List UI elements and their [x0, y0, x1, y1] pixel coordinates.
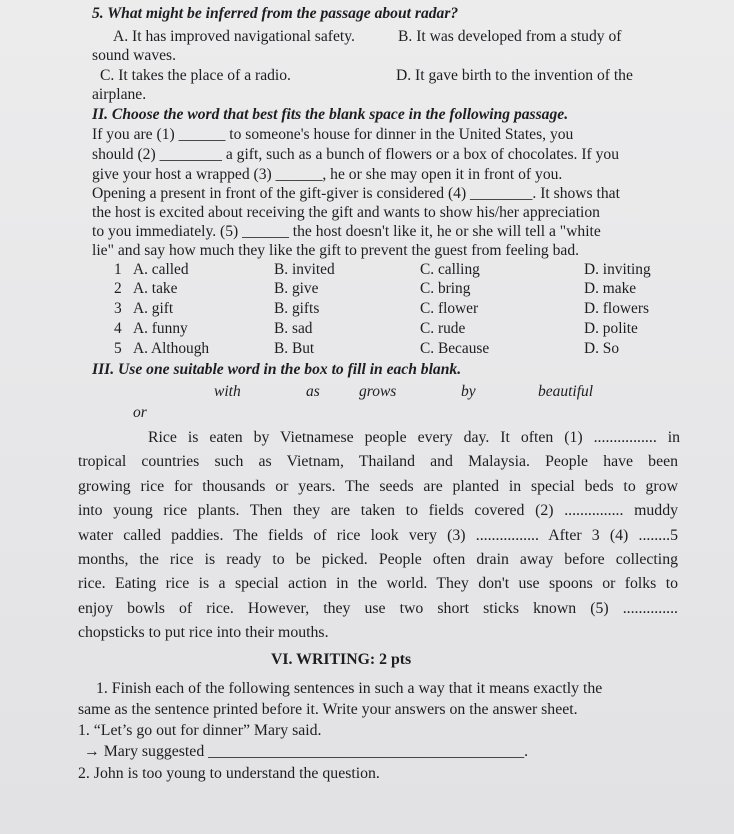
- section2-passage-line-4: Opening a present in front of the gift-giver is considered (4) ________. It shows that: [92, 185, 620, 202]
- option-d: D. polite: [584, 320, 638, 337]
- writing-item-1: 1. “Let’s go out for dinner” Mary said.: [78, 722, 322, 739]
- option-row-number: 4: [114, 320, 122, 337]
- option-a: A. Although: [133, 340, 210, 357]
- section3-heading: III. Use one suitable word in the box to fill in each blank.: [92, 361, 462, 378]
- writing-item-1-answer-line: → Mary suggested ________________________________________.: [84, 743, 529, 760]
- section2-passage-line-6: to you immediately. (5) ______ the host doesn't like it, he or she will tell a "white: [92, 223, 601, 240]
- section2-passage-line-1: If you are (1) ______ to someone's house for dinner in the United States, you: [92, 126, 574, 143]
- section2-passage-line-3: give your host a wrapped (3) ______, he or she may open it in front of you.: [92, 166, 563, 183]
- section6-instruction-1: 1. Finish each of the following sentences in such a way that it means exactly the: [96, 680, 603, 697]
- section3-passage-line-3: growing rice for thousands or years. The seeds are planted in special beds to grow: [78, 478, 678, 495]
- option-row-number: 5: [114, 340, 122, 357]
- option-d: D. flowers: [584, 300, 649, 317]
- section3-passage-line-5: water called paddies. The fields of rice look very (3) ................ After 3 (4) ........5: [78, 527, 678, 544]
- q5-option-c: C. It takes the place of a radio.: [100, 67, 291, 84]
- option-b: B. give: [274, 280, 319, 297]
- q5-option-d-cont: airplane.: [92, 86, 147, 103]
- option-a: A. gift: [133, 300, 174, 317]
- word-box-word: as: [306, 383, 320, 400]
- option-row-number: 3: [114, 300, 122, 317]
- section2-heading: II. Choose the word that best fits the blank space in the following passage.: [92, 106, 569, 123]
- section2-passage-line-2: should (2) ________ a gift, such as a bunch of flowers or a box of chocolates. If you: [92, 146, 620, 163]
- word-box-word: by: [461, 383, 476, 400]
- section3-passage-line-8: enjoy bowls of rice. However, they use two short sticks known (5) ..............: [78, 600, 678, 617]
- section2-passage-line-7: lie" and say how much they like the gift to prevent the guest from feeling bad.: [92, 242, 580, 259]
- option-c: C. rude: [420, 320, 466, 337]
- option-a: A. take: [133, 280, 178, 297]
- option-c: C. Because: [420, 340, 490, 357]
- option-b: B. sad: [274, 320, 313, 337]
- word-box-word: beautiful: [538, 383, 594, 400]
- section3-passage-line-1: Rice is eaten by Vietnamese people every day. It often (1) ................ in: [148, 429, 680, 446]
- option-row-number: 1: [114, 261, 122, 278]
- section3-passage-line-2: tropical countries such as Vietnam, Thailand and Malaysia. People have been: [78, 453, 678, 470]
- section3-passage-line-7: rice. Eating rice is a special action in the world. They don't use spoons or folks to: [78, 575, 678, 592]
- writing-item-2: 2. John is too young to understand the question.: [78, 765, 380, 782]
- option-d: D. So: [584, 340, 620, 357]
- q5-option-d: D. It gave birth to the invention of the: [396, 67, 633, 84]
- word-box-word: grows: [359, 383, 397, 400]
- section3-passage-line-4: into young rice plants. Then they are taken to fields covered (2) ............... muddy: [78, 502, 678, 519]
- q5-question: 5. What might be inferred from the passage about radar?: [92, 5, 459, 22]
- option-a: A. funny: [133, 320, 188, 337]
- option-d: D. inviting: [584, 261, 651, 278]
- option-b: B. But: [274, 340, 315, 357]
- word-box-word: with: [214, 383, 241, 400]
- option-c: C. flower: [420, 300, 479, 317]
- option-c: C. calling: [420, 261, 480, 278]
- section3-passage-line-6: months, the rice is ready to be picked. People often drain away before collecting: [78, 551, 678, 568]
- q5-option-b-cont: sound waves.: [92, 47, 177, 64]
- word-box-word: or: [133, 404, 147, 421]
- option-row-number: 2: [114, 280, 122, 297]
- q5-option-b: B. It was developed from a study of: [398, 28, 622, 45]
- option-b: B. gifts: [274, 300, 320, 317]
- section6-instruction-2: same as the sentence printed before it. Write your answers on the answer sheet.: [78, 701, 578, 718]
- option-d: D. make: [584, 280, 637, 297]
- option-a: A. called: [133, 261, 189, 278]
- section6-heading: VI. WRITING: 2 pts: [271, 651, 412, 668]
- section3-passage-line-9: chopsticks to put rice into their mouths.: [78, 624, 329, 641]
- option-b: B. invited: [274, 261, 335, 278]
- section2-passage-line-5: the host is excited about receiving the gift and wants to show his/her appreciation: [92, 204, 600, 221]
- q5-option-a: A. It has improved navigational safety.: [113, 28, 355, 45]
- option-c: C. bring: [420, 280, 471, 297]
